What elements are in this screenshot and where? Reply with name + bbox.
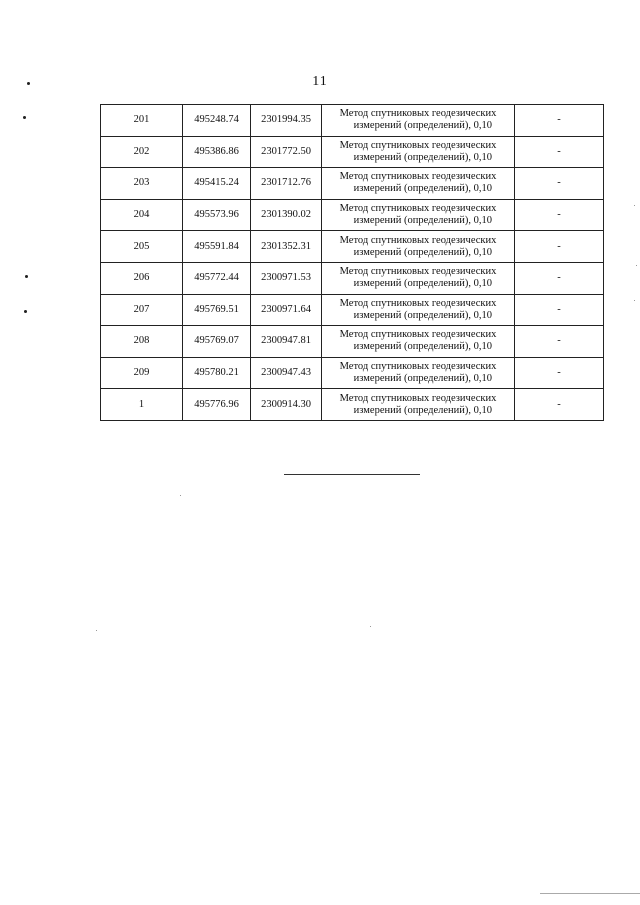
x-coordinate-cell: 495386.86 (183, 136, 251, 168)
scan-dust (634, 205, 635, 206)
note-cell: - (515, 389, 604, 421)
method-text-line2: измерений (определений), 0,10 (353, 120, 492, 132)
point-number-cell: 202 (101, 136, 183, 168)
method-text-line2: измерений (определений), 0,10 (353, 278, 492, 290)
y-coordinate-cell: 2300914.30 (251, 389, 322, 421)
point-number-cell: 201 (101, 105, 183, 137)
y-coordinate-cell: 2301712.76 (251, 168, 322, 200)
page-number: 11 (312, 74, 328, 89)
x-coordinate-cell: 495772.44 (183, 262, 251, 294)
end-divider-line (284, 474, 420, 475)
table-row (101, 199, 604, 231)
point-number-cell: 204 (101, 199, 183, 231)
y-coordinate-cell: 2300971.53 (251, 262, 322, 294)
x-coordinate-cell: 495769.51 (183, 294, 251, 326)
point-number-cell: 207 (101, 294, 183, 326)
method-text-line1: Метод спутниковых геодезических (339, 139, 497, 151)
method-text-line2: измерений (определений), 0,10 (353, 341, 492, 353)
method-cell (322, 105, 515, 137)
y-coordinate-cell: 2301772.50 (251, 136, 322, 168)
scan-speck (27, 82, 30, 85)
table-row (101, 231, 604, 263)
method-text-line2: измерений (определений), 0,10 (353, 151, 492, 163)
point-number-cell: 208 (101, 326, 183, 358)
method-text-line1: Метод спутниковых геодезических (339, 108, 497, 120)
method-text-line2: измерений (определений), 0,10 (353, 309, 492, 321)
method-cell (322, 262, 515, 294)
method-cell (322, 199, 515, 231)
method-text-line1: Метод спутниковых геодезических (339, 297, 497, 309)
method-text-line2: измерений (определений), 0,10 (353, 246, 492, 258)
coordinates-table (100, 104, 604, 421)
table-row (101, 105, 604, 137)
point-number-cell: 206 (101, 262, 183, 294)
point-number-cell: 203 (101, 168, 183, 200)
note-cell: - (515, 105, 604, 137)
note-cell: - (515, 231, 604, 263)
table-row (101, 357, 604, 389)
x-coordinate-cell: 495780.21 (183, 357, 251, 389)
method-text-line1: Метод спутниковых геодезических (339, 392, 497, 404)
table-row (101, 168, 604, 200)
scan-dust (634, 300, 635, 301)
method-cell (322, 326, 515, 358)
scan-dust (370, 626, 371, 627)
coordinates-table-body (101, 105, 604, 421)
table-row (101, 326, 604, 358)
scan-dust (636, 265, 637, 266)
note-cell: - (515, 294, 604, 326)
x-coordinate-cell: 495776.96 (183, 389, 251, 421)
method-text-line1: Метод спутниковых геодезических (339, 203, 497, 215)
scan-edge-line (540, 893, 640, 894)
method-text-line1: Метод спутниковых геодезических (339, 171, 497, 183)
method-text-line2: измерений (определений), 0,10 (353, 215, 492, 227)
method-cell (322, 231, 515, 263)
method-cell (322, 389, 515, 421)
method-text-line1: Метод спутниковых геодезических (339, 266, 497, 278)
note-cell: - (515, 326, 604, 358)
y-coordinate-cell: 2301352.31 (251, 231, 322, 263)
x-coordinate-cell: 495769.07 (183, 326, 251, 358)
method-cell (322, 294, 515, 326)
method-cell (322, 136, 515, 168)
y-coordinate-cell: 2301390.02 (251, 199, 322, 231)
y-coordinate-cell: 2301994.35 (251, 105, 322, 137)
x-coordinate-cell: 495573.96 (183, 199, 251, 231)
note-cell: - (515, 199, 604, 231)
scan-speck (23, 116, 26, 119)
table-row (101, 389, 604, 421)
method-text-line1: Метод спутниковых геодезических (339, 234, 497, 246)
note-cell: - (515, 262, 604, 294)
x-coordinate-cell: 495591.84 (183, 231, 251, 263)
point-number-cell: 209 (101, 357, 183, 389)
method-text-line1: Метод спутниковых геодезических (339, 361, 497, 373)
method-cell (322, 357, 515, 389)
note-cell: - (515, 357, 604, 389)
note-cell: - (515, 136, 604, 168)
scan-speck (25, 275, 28, 278)
scan-dust (180, 495, 181, 496)
note-cell: - (515, 168, 604, 200)
table-row (101, 136, 604, 168)
y-coordinate-cell: 2300971.64 (251, 294, 322, 326)
table-row (101, 262, 604, 294)
point-number-cell: 1 (101, 389, 183, 421)
method-text-line1: Метод спутниковых геодезических (339, 329, 497, 341)
method-text-line2: измерений (определений), 0,10 (353, 183, 492, 195)
y-coordinate-cell: 2300947.81 (251, 326, 322, 358)
scan-dust (96, 630, 97, 631)
method-cell (322, 168, 515, 200)
x-coordinate-cell: 495415.24 (183, 168, 251, 200)
x-coordinate-cell: 495248.74 (183, 105, 251, 137)
point-number-cell: 205 (101, 231, 183, 263)
scan-speck (24, 310, 27, 313)
y-coordinate-cell: 2300947.43 (251, 357, 322, 389)
method-text-line2: измерений (определений), 0,10 (353, 373, 492, 385)
table-row (101, 294, 604, 326)
method-text-line2: измерений (определений), 0,10 (353, 404, 492, 416)
